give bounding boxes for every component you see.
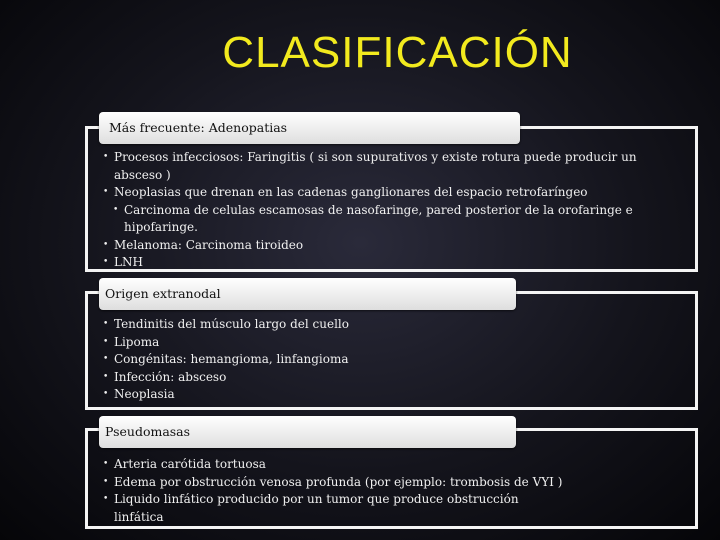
- list-item: • Edema por obstrucción venosa profunda (por ejemplo: trombosis de VYI ): [101, 474, 571, 492]
- list-item: • Melanoma: Carcinoma tiroideo: [101, 237, 641, 255]
- list-item: • Neoplasias que drenan en las cadenas ganglionares del espacio retrofaríngeo: [101, 184, 641, 202]
- list-item: • Tendinitis del músculo largo del cuello: [101, 316, 561, 334]
- list-item: • Congénitas: hemangioma, linfangioma: [101, 351, 561, 369]
- list-item: • Lipoma: [101, 334, 561, 352]
- section-2-list: [101, 316, 561, 404]
- list-item: • Infección: absceso: [101, 369, 561, 387]
- section-3-header: Pseudomasas: [99, 416, 516, 448]
- list-subitem: • Carcinoma de celulas escamosas de nasofaringe, pared posterior de la orofaringe e hipofaringe.: [101, 202, 641, 237]
- section-1-list: [101, 149, 641, 272]
- list-item: • Procesos infecciosos: Faringitis ( si son supurativos y existe rotura puede producir un absceso ): [101, 149, 641, 184]
- list-item: • Arteria carótida tortuosa: [101, 456, 571, 474]
- slide-title: CLASIFICACIÓN: [222, 28, 573, 77]
- list-item: • Liquido linfático producido por un tumor que produce obstrucción linfática: [101, 491, 571, 526]
- section-1-header: Más frecuente: Adenopatias: [99, 112, 520, 144]
- section-3-list: [101, 456, 571, 526]
- section-2-header: Origen extranodal: [99, 278, 516, 310]
- list-item: • Neoplasia: [101, 386, 561, 404]
- list-item: • LNH: [101, 254, 641, 272]
